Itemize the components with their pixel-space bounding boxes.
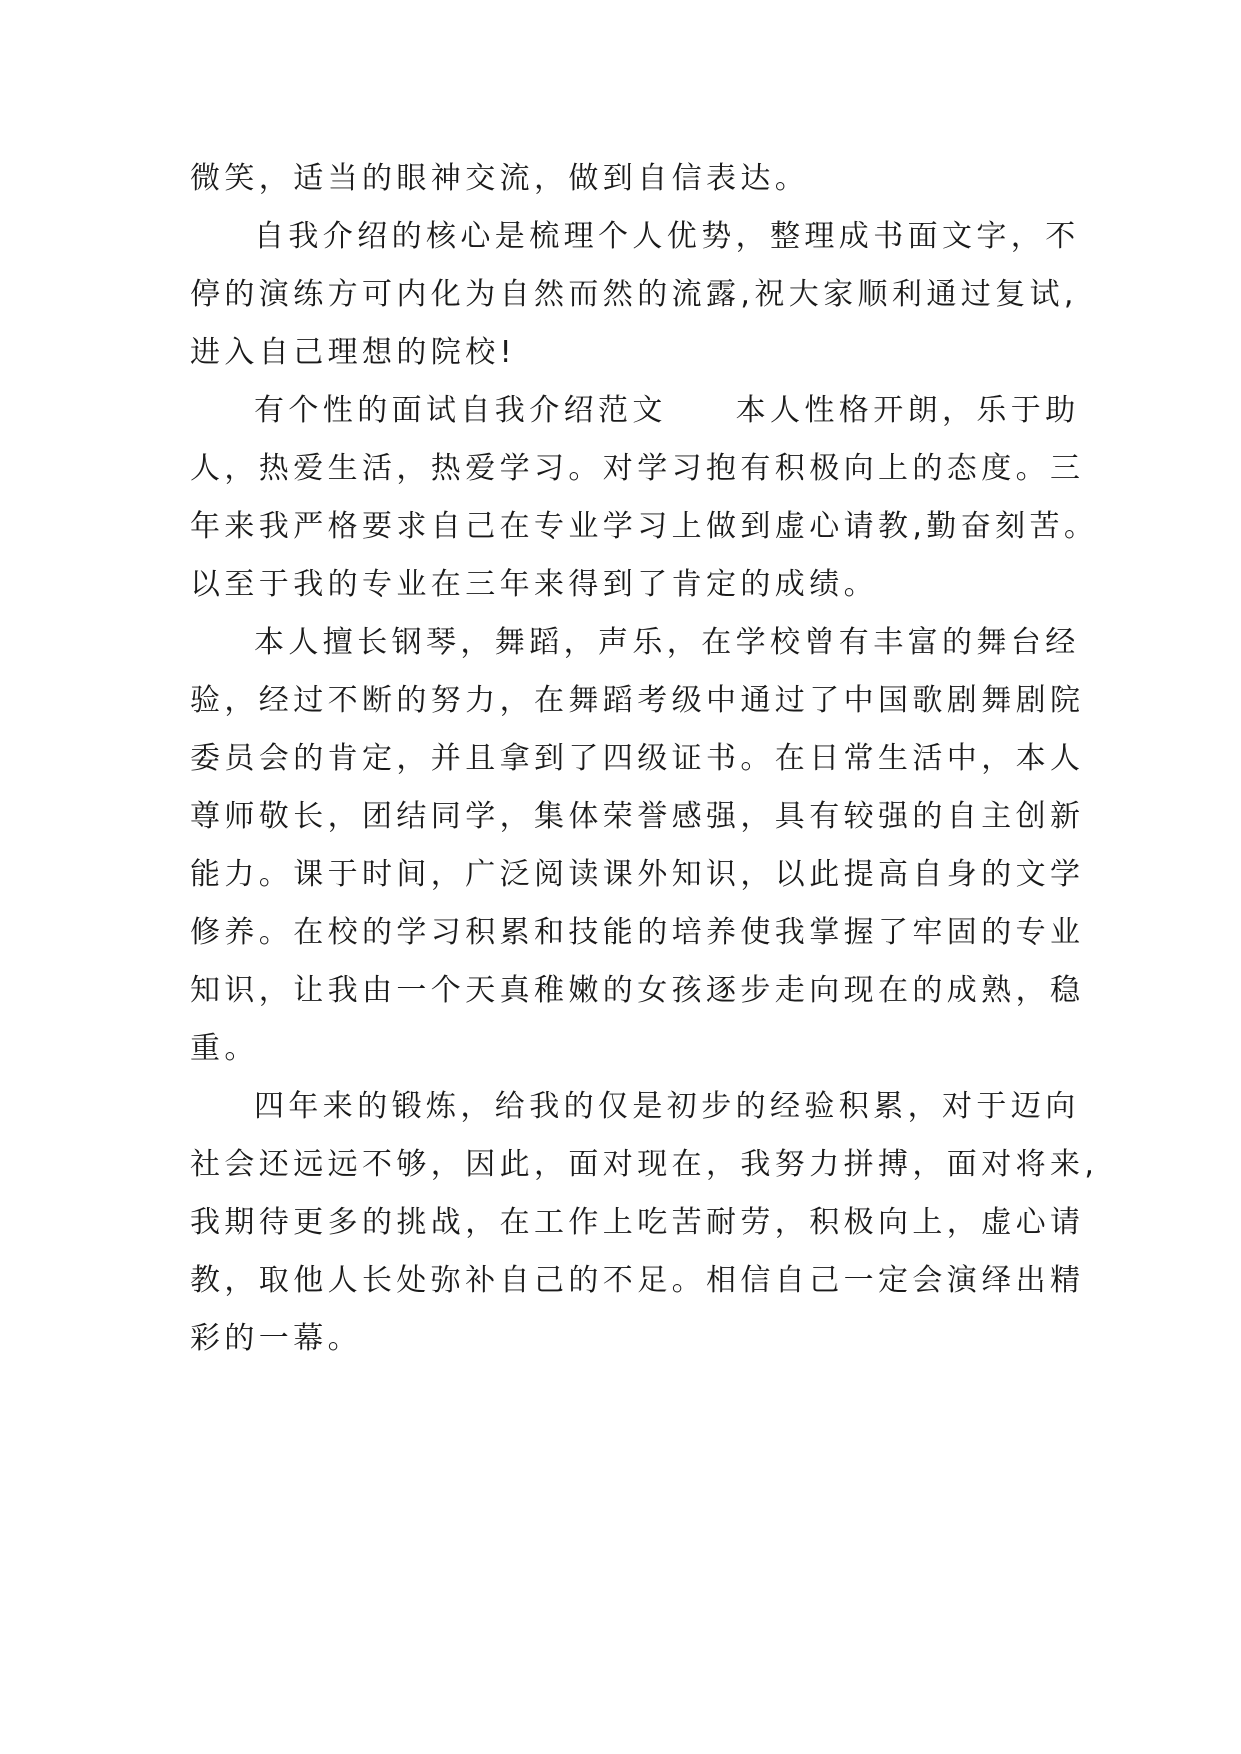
text-line: 有个性的面试自我介绍范文 本人性格开朗，乐于助 [254,393,1080,428]
text-line: 自我介绍的核心是梳理个人优势，整理成书面文字，不 [254,219,1080,254]
text-line: 重。 [190,1031,259,1066]
text-line: 人，热爱生活，热爱学习。对学习抱有积极向上的态度。三 [190,451,1085,486]
text-line: 教，取他人长处弥补自己的不足。相信自己一定会演绎出精 [190,1263,1085,1298]
text-line: 微笑，适当的眼神交流，做到自信表达。 [190,161,810,196]
text-line: 进入自己理想的院校! [190,335,517,370]
text-line: 年来我严格要求自己在专业学习上做到虚心请教,勤奋刻苦。 [190,509,1099,544]
text-line: 我期待更多的挑战，在工作上吃苦耐劳，积极向上，虚心请 [190,1205,1085,1240]
text-line: 能力。课于时间，广泛阅读课外知识，以此提高自身的文学 [190,857,1085,892]
text-line: 社会还远远不够，因此，面对现在，我努力拼搏，面对将来, [190,1147,1099,1182]
text-line: 以至于我的专业在三年来得到了肯定的成绩。 [190,567,878,602]
text-line: 委员会的肯定，并且拿到了四级证书。在日常生活中，本人 [190,741,1085,776]
text-line: 知识，让我由一个天真稚嫩的女孩逐步走向现在的成熟，稳 [190,973,1085,1008]
text-line: 彩的一幕。 [190,1321,362,1356]
text-line: 四年来的锻炼，给我的仅是初步的经验积累，对于迈向 [254,1089,1080,1124]
text-line: 尊师敬长，团结同学，集体荣誉感强，具有较强的自主创新 [190,799,1085,834]
text-line: 验，经过不断的努力，在舞蹈考级中通过了中国歌剧舞剧院 [190,683,1085,718]
text-line: 停的演练方可内化为自然而然的流露,祝大家顺利通过复试, [190,277,1078,312]
text-line: 修养。在校的学习积累和技能的培养使我掌握了牢固的专业 [190,915,1085,950]
body-text [190,150,1099,1368]
text-line: 本人擅长钢琴，舞蹈，声乐，在学校曾有丰富的舞台经 [254,625,1080,660]
